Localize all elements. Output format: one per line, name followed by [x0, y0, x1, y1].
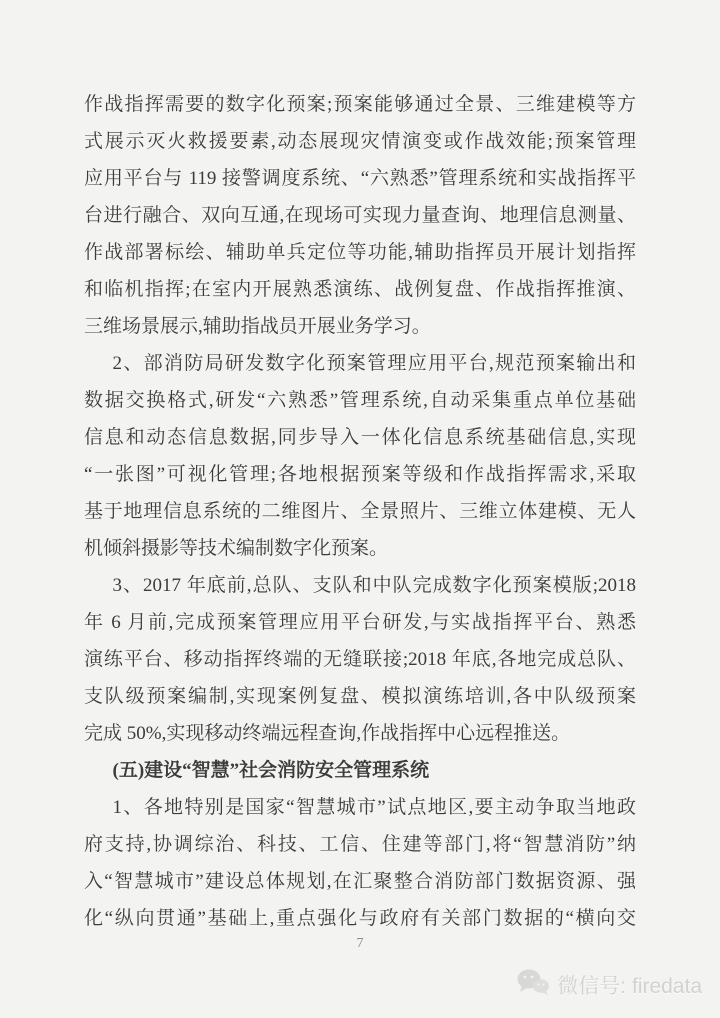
- paragraph-continuation: [84, 86, 636, 345]
- text-line: 作战指挥需要的数字化预案;预案能够通过全景、三维建模等方: [84, 94, 636, 115]
- text-line: 数据交换格式,研发“六熟悉”管理系统,自动采集重点单位基础: [84, 390, 636, 411]
- text-line: 年 6 月前,完成预案管理应用平台研发,与实战指挥平台、熟悉: [84, 612, 636, 633]
- text-line: 演练平台、移动指挥终端的无缝联接;2018 年底,各地完成总队、: [84, 649, 636, 670]
- text-line: 台进行融合、双向互通,在现场可实现力量查询、地理信息测量、: [84, 205, 636, 226]
- text-line: 基于地理信息系统的二维图片、全景照片、三维立体建模、无人: [84, 501, 636, 522]
- text-line: 1、各地特别是国家“智慧城市”试点地区,要主动争取当地政: [112, 797, 636, 818]
- text-line: 应用平台与 119 接警调度系统、“六熟悉”管理系统和实战指挥平: [84, 168, 636, 189]
- text-line: 府支持,协调综治、科技、工信、住建等部门,将“智慧消防”纳: [84, 834, 636, 855]
- paragraph-item-1-section5: [84, 789, 636, 937]
- section-heading: [84, 752, 636, 789]
- section-heading-text: (五)建设“智慧”社会消防安全管理系统: [112, 760, 430, 781]
- text-line: 3、2017 年底前,总队、支队和中队完成数字化预案模版;2018: [112, 575, 636, 596]
- wechat-watermark: [516, 968, 702, 1002]
- page-number: 7: [356, 936, 364, 951]
- document-body: [84, 86, 636, 937]
- text-line: 机倾斜摄影等技术编制数字化预案。: [84, 538, 389, 559]
- text-line: 式展示灭火救援要素,动态展现灾情演变或作战效能;预案管理: [84, 131, 636, 152]
- text-line: 化“纵向贯通”基础上,重点强化与政府有关部门数据的“横向交: [84, 908, 636, 929]
- text-line: 2、部消防局研发数字化预案管理应用平台,规范预案输出和: [112, 353, 636, 374]
- text-line: 完成 50%,实现移动终端远程查询,作战指挥中心远程推送。: [84, 723, 571, 744]
- text-line: 信息和动态信息数据,同步导入一体化信息系统基础信息,实现: [84, 427, 636, 448]
- watermark-text: 微信号: firedata: [557, 975, 702, 998]
- wechat-icon: [516, 968, 550, 1002]
- paragraph-item-2: [84, 345, 636, 567]
- text-line: “一张图”可视化管理;各地根据预案等级和作战指挥需求,采取: [84, 464, 636, 485]
- text-line: 支队级预案编制,实现案例复盘、模拟演练培训,各中队级预案: [84, 686, 636, 707]
- text-line: 作战部署标绘、辅助单兵定位等功能,辅助指挥员开展计划指挥: [84, 242, 636, 263]
- text-line: 入“智慧城市”建设总体规划,在汇聚整合消防部门数据资源、强: [84, 871, 636, 892]
- text-line: 和临机指挥;在室内开展熟悉演练、战例复盘、作战指挥推演、: [84, 279, 636, 300]
- paragraph-item-3: [84, 567, 636, 752]
- text-line: 三维场景展示,辅助指战员开展业务学习。: [84, 316, 431, 337]
